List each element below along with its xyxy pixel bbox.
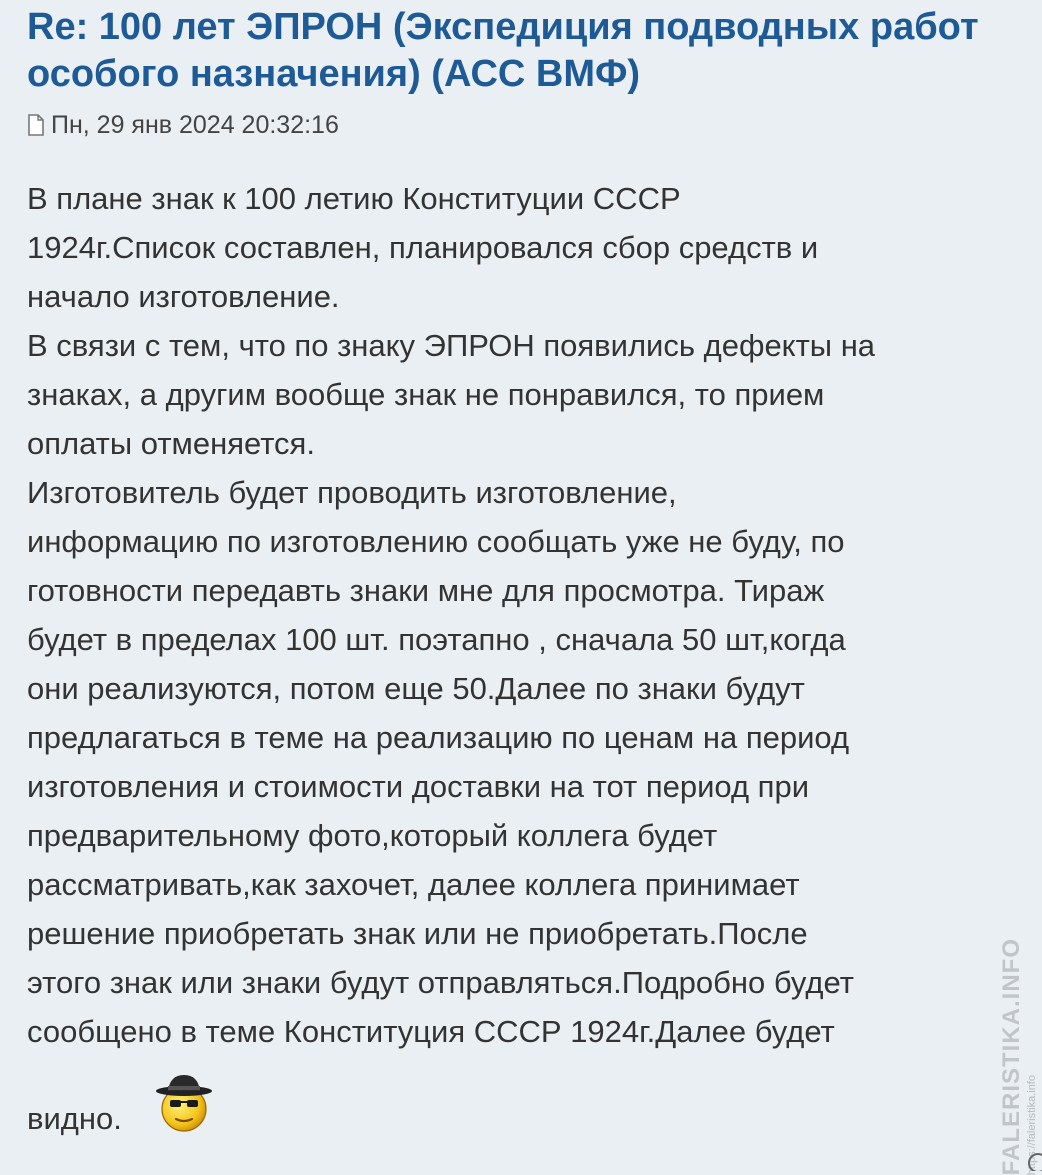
watermark-text: FALERISTIKA.INFO <box>998 937 1025 1175</box>
post-body-line: оплаты отменяется. <box>27 426 315 461</box>
post-body-line: В плане знак к 100 летию Конституции СССР <box>27 181 681 216</box>
post-body-line: начало изготовление. <box>27 279 340 314</box>
post-body-line: рассматривать,как захочет, далее коллега принимает <box>27 867 800 902</box>
post-timestamp: Пн, 29 янв 2024 20:32:16 <box>51 111 339 139</box>
post-body-line: 1924г.Список составлен, планировался сбор средств и <box>27 230 819 265</box>
post-body-line: знаках, а другим вообще знак не понравился, то прием <box>27 377 825 412</box>
scroll-to-top-icon[interactable] <box>1024 1151 1042 1171</box>
post-body-line: они реализуются, потом еще 50.Далее по знаки будут <box>27 671 805 706</box>
post-document-icon[interactable] <box>27 114 45 136</box>
post-body-line: предлагаться в теме на реализацию по ценам на период <box>27 720 850 755</box>
post-body-line: готовности передавть знаки мне для просмотра. Тираж <box>27 573 825 608</box>
post-body-line: этого знак или знаки будут отправляться.Подробно будет <box>27 965 854 1000</box>
post-title[interactable]: Re: 100 лет ЭПРОН (Экспедиция подводных работ особого назначения) (АСС ВМФ) <box>27 6 979 95</box>
post-body-line: решение приобретать знак или не приобретать.После <box>27 916 808 951</box>
post-body-line: Изготовитель будет проводить изготовление, <box>27 475 677 510</box>
post-meta <box>27 110 1042 140</box>
post-body-line: видно. <box>27 1100 122 1136</box>
post-body-line: В связи с тем, что по знаку ЭПРОН появились дефекты на <box>27 328 876 363</box>
post-body-last-line <box>27 1058 1037 1148</box>
post-body-line: будет в пределах 100 шт. поэтапно , сначала 50 шт,когда <box>27 622 846 657</box>
post-body-line: сообщено в теме Конституция СССР 1924г.Далее будет <box>27 1014 835 1049</box>
watermark <box>998 937 1038 1175</box>
post-body-line: информацию по изготовлению сообщать уже не буду, по <box>27 524 845 559</box>
post-body-line: предварительному фото,который коллега будет <box>27 818 718 853</box>
watermark-url: https://faleristika.info <box>1026 1074 1038 1175</box>
spy-smiley-icon <box>152 1071 216 1135</box>
post-body <box>27 174 1037 1148</box>
post-body-line: изготовления и стоимости доставки на тот период при <box>27 769 810 804</box>
